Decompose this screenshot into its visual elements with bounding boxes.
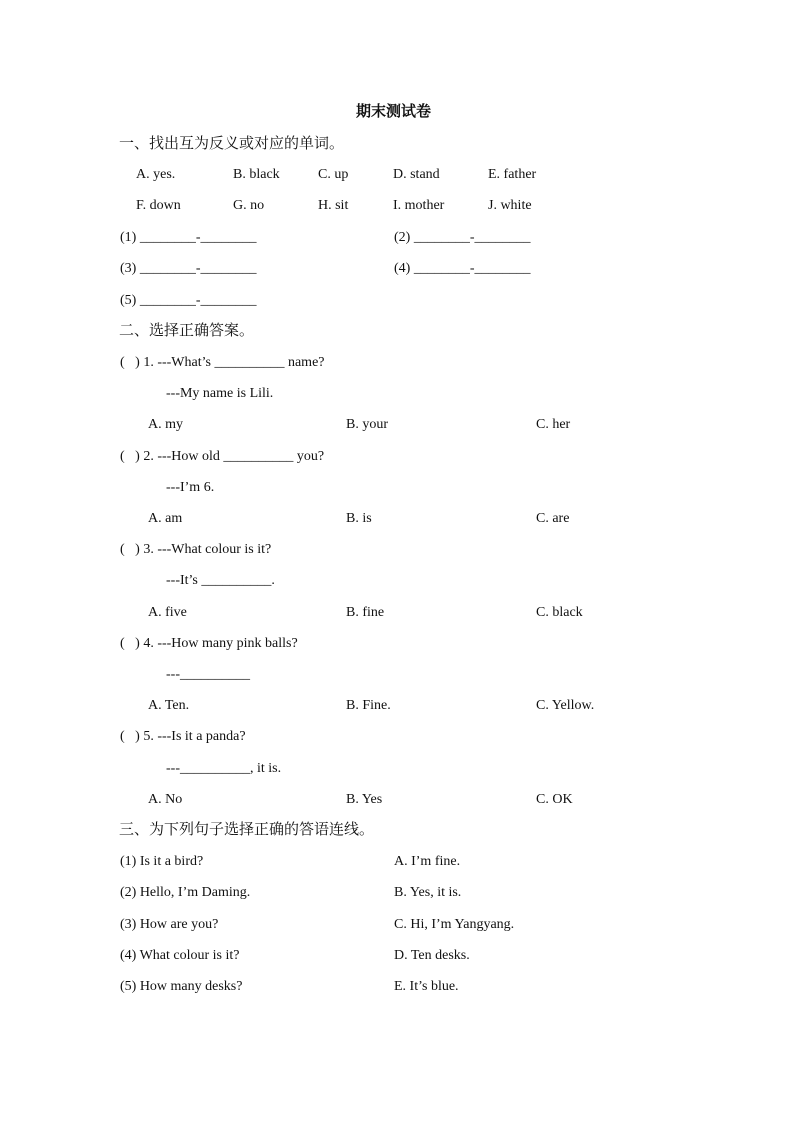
question-reply: ---__________, it is.	[166, 761, 282, 776]
answer-option: C. her	[536, 417, 571, 432]
answer-option: B. Fine.	[346, 698, 391, 713]
question-prompt[interactable]: ( ) 3. ---What colour is it?	[120, 542, 272, 557]
page-title: 期末测试卷	[356, 102, 432, 120]
match-answer[interactable]: C. Hi, I’m Yangyang.	[394, 917, 515, 932]
word-option: J. white	[488, 198, 532, 213]
pair-blank[interactable]: (5) ________-________	[120, 293, 257, 308]
answer-option: A. am	[148, 511, 183, 526]
word-option: H. sit	[318, 198, 349, 213]
answer-option: A. No	[148, 792, 183, 807]
answer-option: A. my	[148, 417, 183, 432]
pair-blank[interactable]: (4) ________-________	[394, 261, 531, 276]
question-prompt[interactable]: ( ) 1. ---What’s __________ name?	[120, 355, 325, 370]
section1-heading: 一、找出互为反义或对应的单词。	[119, 134, 345, 152]
word-option: A. yes.	[136, 167, 176, 182]
match-answer[interactable]: D. Ten desks.	[394, 948, 470, 963]
match-answer[interactable]: E. It’s blue.	[394, 979, 459, 994]
answer-option: C. OK	[536, 792, 573, 807]
match-question[interactable]: (1) Is it a bird?	[120, 854, 204, 869]
word-option: D. stand	[393, 167, 440, 182]
match-question[interactable]: (3) How are you?	[120, 917, 219, 932]
question-reply: ---My name is Lili.	[166, 386, 274, 401]
answer-option: C. black	[536, 605, 583, 620]
question-reply: ---__________	[166, 667, 250, 682]
match-question[interactable]: (4) What colour is it?	[120, 948, 240, 963]
answer-option: B. fine	[346, 605, 385, 620]
question-reply: ---It’s __________.	[166, 573, 275, 588]
answer-option: A. five	[148, 605, 187, 620]
section3-heading: 三、为下列句子选择正确的答语连线。	[119, 820, 375, 838]
question-reply: ---I’m 6.	[166, 480, 215, 495]
match-question[interactable]: (2) Hello, I’m Daming.	[120, 885, 251, 900]
answer-option: B. your	[346, 417, 388, 432]
question-prompt[interactable]: ( ) 4. ---How many pink balls?	[120, 636, 298, 651]
word-option: G. no	[233, 198, 265, 213]
answer-option: A. Ten.	[148, 698, 190, 713]
question-prompt[interactable]: ( ) 5. ---Is it a panda?	[120, 729, 246, 744]
section2-heading: 二、选择正确答案。	[119, 321, 255, 339]
word-option: C. up	[318, 167, 349, 182]
pair-blank[interactable]: (3) ________-________	[120, 261, 257, 276]
match-answer[interactable]: A. I’m fine.	[394, 854, 461, 869]
word-option: B. black	[233, 167, 280, 182]
word-option: F. down	[136, 198, 181, 213]
answer-option: C. Yellow.	[536, 698, 595, 713]
answer-option: C. are	[536, 511, 570, 526]
pair-blank[interactable]: (2) ________-________	[394, 230, 531, 245]
match-answer[interactable]: B. Yes, it is.	[394, 885, 462, 900]
word-option: I. mother	[393, 198, 445, 213]
answer-option: B. is	[346, 511, 372, 526]
pair-blank[interactable]: (1) ________-________	[120, 230, 257, 245]
question-prompt[interactable]: ( ) 2. ---How old __________ you?	[120, 449, 325, 464]
match-question[interactable]: (5) How many desks?	[120, 979, 243, 994]
answer-option: B. Yes	[346, 792, 383, 807]
word-option: E. father	[488, 167, 537, 182]
